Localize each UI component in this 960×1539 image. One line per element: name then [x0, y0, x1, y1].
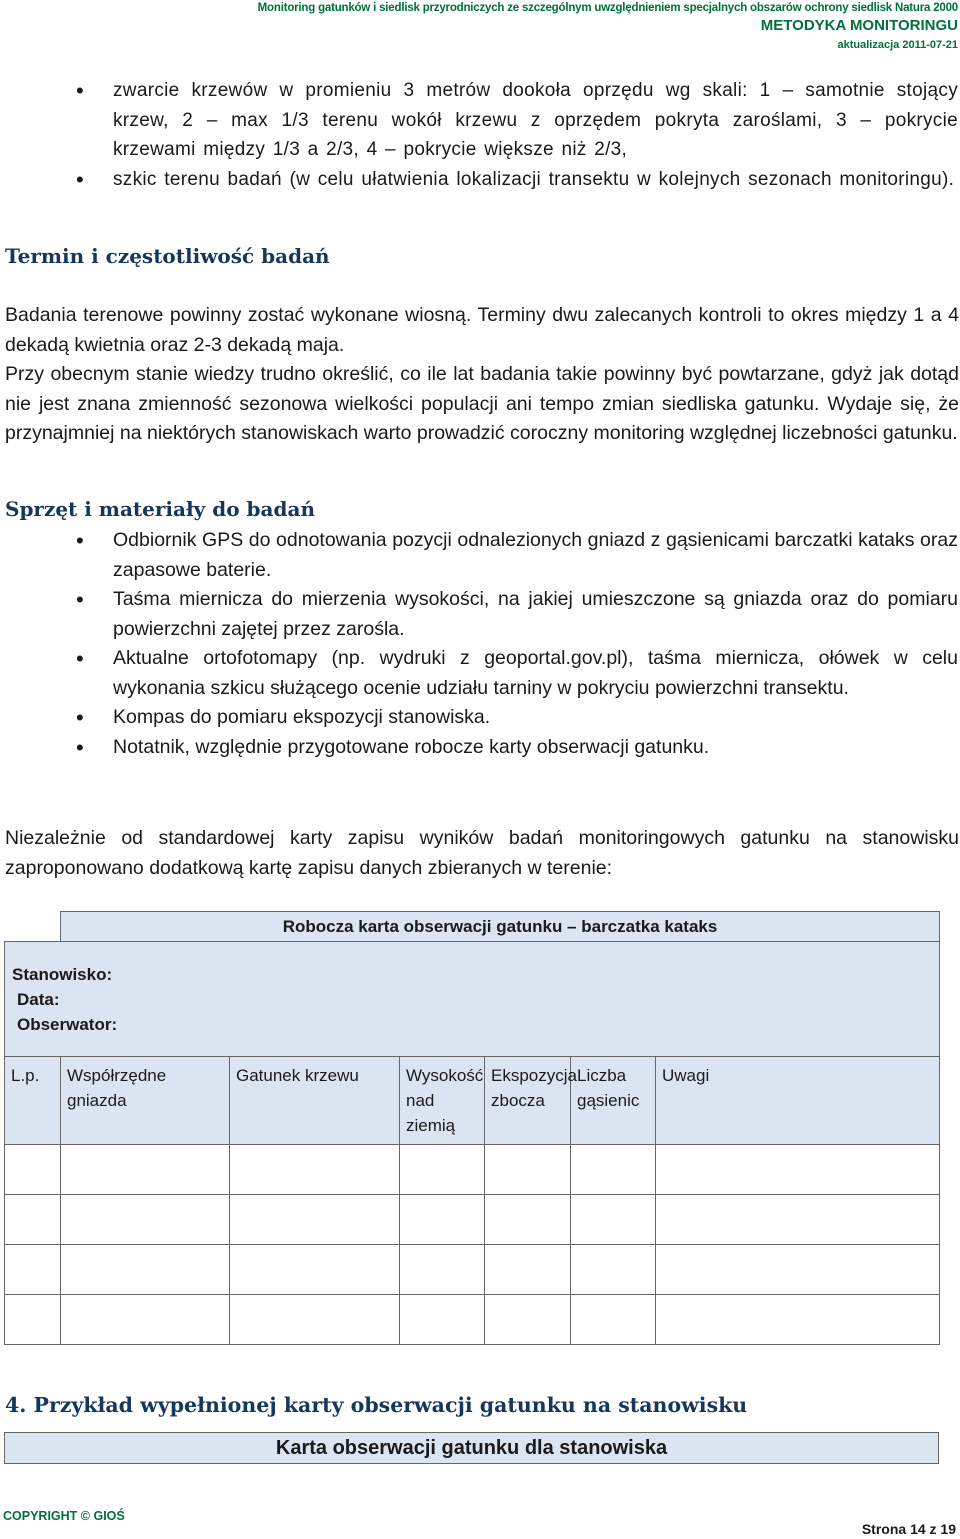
- species-card-title: Karta obserwacji gatunku dla stanowiska: [4, 1432, 939, 1464]
- column-header-notes: Uwagi: [656, 1057, 940, 1145]
- spacer-cell: [5, 912, 61, 942]
- table-row: [5, 1145, 940, 1195]
- column-header-height: Wysokość nad ziemią: [400, 1057, 485, 1145]
- column-header-lp: L.p.: [5, 1057, 61, 1145]
- header-subtitle: METODYKA MONITORINGU: [760, 17, 958, 34]
- column-header-exposure: Ekspozycja zbocza: [485, 1057, 571, 1145]
- list-item: • Taśma miernicza do mierzenia wysokości, na jakiej umieszczone są gniazda oraz do pomiaru powierzchni zajętej przez zarośla.: [0, 585, 960, 644]
- copyright-footer: COPYRIGHT © GIOŚ: [3, 1509, 125, 1523]
- closing-paragraph: Niezależnie od standardowej karty zapisu wyników badań monitoringowych gatunku na stanowisku zaproponowano dodatkową kartę zapisu danych zbieranych w terenie:: [5, 827, 959, 879]
- table-row: [5, 1295, 940, 1345]
- table-row: [5, 1245, 940, 1295]
- stanowisko-label: Stanowisko:: [12, 964, 113, 984]
- data-label: Data:: [17, 989, 60, 1009]
- column-header-caterpillar-count: Liczba gąsienic: [571, 1057, 656, 1145]
- work-observation-card-table: [4, 911, 940, 1345]
- work-card-meta: [5, 942, 940, 1057]
- list-item: • Odbiornik GPS do odnotowania pozycji odnalezionych gniazd z gąsienicami barczatki kataks oraz zapasowe baterie.: [0, 526, 960, 585]
- list-item: • Aktualne ortofotomapy (np. wydruki z geoportal.gov.pl), taśma miernicza, ołówek w celu wykonania szkicu służącego ocenie udziału tarniny w pokryciu powierzchni transektu.: [0, 644, 960, 703]
- header-date: aktualizacja 2011-07-21: [837, 39, 958, 51]
- table-row: [5, 1195, 940, 1245]
- obserwator-label: Obserwator:: [17, 1014, 118, 1034]
- section-heading-timing: Termin i częstotliwość badań: [5, 244, 330, 268]
- measurement-bullet-list: [0, 76, 960, 194]
- equipment-bullet-list: [0, 526, 960, 762]
- column-header-shrub-species: Gatunek krzewu: [230, 1057, 400, 1145]
- timing-paragraph-2: Przy obecnym stanie wiedzy trudno określić, co ile lat badania takie powinny być powtarzane, gdyż jak dotąd nie jest znana zmienność sezonowa wielkości populacji ani tempo zmian siedliska gatunku. Wydaje się, że przynajmniej na niektórych stanowiskach warto prowadzić coroczny monitoring względnej liczebności gatunku.: [5, 363, 959, 444]
- list-item: • Kompas do pomiaru ekspozycji stanowiska.: [0, 703, 960, 733]
- list-item: • szkic terenu badań (w celu ułatwienia lokalizacji transektu w kolejnych sezonach monitoringu).: [0, 165, 960, 195]
- timing-paragraph-1: Badania terenowe powinny zostać wykonane wiosną. Terminy dwu zalecanych kontroli to okres między 1 a 4 dekadą kwietnia oraz 2-3 dekadą maja.: [5, 304, 959, 356]
- page-number: Strona 14 z 19: [861, 1521, 956, 1537]
- list-item: • Notatnik, względnie przygotowane robocze karty obserwacji gatunku.: [0, 733, 960, 763]
- list-item: • zwarcie krzewów w promieniu 3 metrów dookoła oprzędu wg skali: 1 – samotnie stojący krzew, 2 – max 1/3 terenu wokół krzewu z oprzędem pokryta zaroślami, 3 – pokrycie krzewami między 1/3 a 2/3, 4 – pokrycie większe niż 2/3,: [0, 76, 960, 165]
- work-card-title: Robocza karta obserwacji gatunku – barczatka kataks: [61, 912, 940, 942]
- section-heading-equipment: Sprzęt i materiały do badań: [5, 497, 315, 521]
- header-title: Monitoring gatunków i siedlisk przyrodniczych ze szczególnym uwzględnieniem specjalnych obszarów ochrony siedlisk Natura 2000: [257, 2, 958, 14]
- column-header-coordinates: Współrzędne gniazda: [61, 1057, 230, 1145]
- section-heading-example-card: 4. Przykład wypełnionej karty obserwacji gatunku na stanowisku: [5, 1393, 748, 1417]
